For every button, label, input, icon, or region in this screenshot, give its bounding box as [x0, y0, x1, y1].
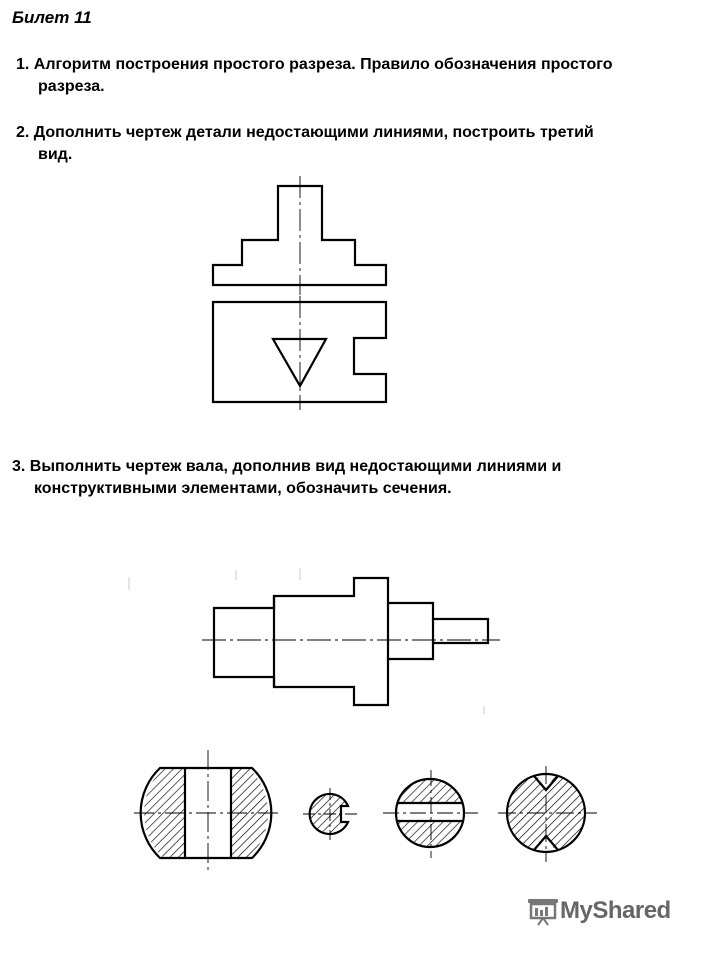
faint-construction-marks: [129, 568, 484, 714]
task-1-line-2: разреза.: [38, 78, 105, 95]
task-1-line-1: 1. Алгоритм построения простого разреза. Правило обозначения простого: [16, 56, 613, 73]
myshared-watermark: [526, 896, 671, 926]
presentation-board-icon: [526, 896, 560, 926]
section-1-circle-with-slot: [134, 750, 280, 874]
part-top-view: [213, 296, 386, 410]
shaft-drawing: [202, 578, 500, 705]
section-2-small-circle-keyway: [303, 788, 358, 840]
part-front-view: [213, 176, 386, 295]
section-4-circle-v-notches: [498, 766, 597, 862]
section-3-circle-horizontal-slot: [383, 770, 478, 858]
task-3-line-1: 3. Выполнить чертеж вала, дополнив вид недостающими линиями и: [12, 458, 562, 475]
ticket-title: Билет 11: [12, 8, 92, 27]
task-2-line-2: вид.: [38, 146, 73, 163]
watermark-text: MyShared: [560, 897, 671, 924]
task-2-line-1: 2. Дополнить чертеж детали недостающими линиями, построить третий: [16, 124, 594, 141]
task-3-line-2: конструктивными элементами, обозначить сечения.: [34, 480, 452, 497]
